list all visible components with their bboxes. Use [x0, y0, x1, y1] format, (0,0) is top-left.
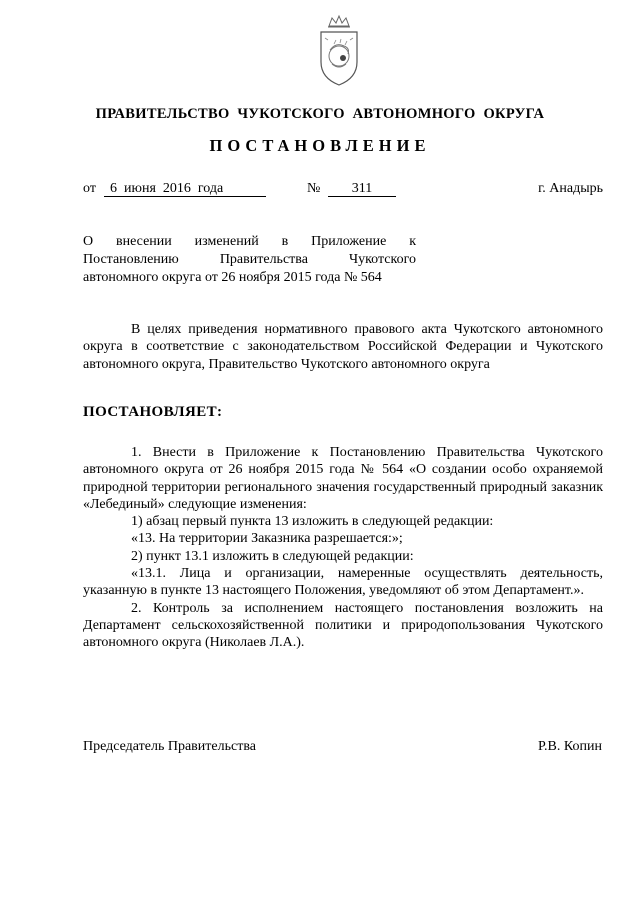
date-prefix: от: [83, 181, 96, 196]
document-number: 311: [328, 181, 396, 197]
government-title: ПРАВИТЕЛЬСТВО ЧУКОТСКОГО АВТОНОМНОГО ОКРУГА: [95, 106, 545, 122]
intro-paragraph: В целях приведения нормативного правового акта Чукотского автономного округа в соответствие с законодательством Российской Федерации и Чукотского автономного округа, Правительство Чукотского автономного округа: [83, 322, 603, 372]
sub-item-2: 2) пункт 13.1 изложить в следующей редакции:: [131, 548, 414, 564]
resolves-heading: ПОСТАНОВЛЯЕТ:: [83, 404, 223, 420]
item-2: 2. Контроль за исполнением настоящего постановления возложить на Департамент сельскохозяйственной политики и природопользования Чукотского автономного округа (Николаев Л.А.).: [83, 600, 603, 651]
chukotka-coat-of-arms-icon: [310, 14, 368, 90]
document-type: ПОСТАНОВЛЕНИЕ: [209, 136, 431, 155]
signatory-name: Р.В. Копин: [538, 739, 602, 754]
signatory-role: Председатель Правительства: [83, 739, 256, 754]
sub-item-1: 1) абзац первый пункта 13 изложить в следующей редакции:: [131, 514, 494, 530]
quote-1: «13. На территории Заказника разрешается:»;: [131, 531, 403, 547]
document-date: 6 июня 2016 года: [104, 181, 266, 197]
document-subject: О внесении изменений в Приложение к Постановлению Правительства Чукотского автономного округа от 26 ноября 2015 года № 564: [83, 234, 416, 285]
city: г. Анадырь: [538, 181, 603, 196]
item-1: 1. Внести в Приложение к Постановлению Правительства Чукотского автономного округа от 26 ноября 2015 года № 564 «О создании особо охраняемой природной территории регионального значения государственный природный заказник «Лебединый» следующие изменения:: [83, 445, 603, 512]
number-prefix: №: [307, 181, 321, 196]
resolution-body: [83, 444, 603, 652]
quote-2: «13.1. Лица и организации, намеренные осуществлять деятельность, указанную в пункте 13 настоящего Положения, уведомляют об этом Департамент.».: [83, 566, 603, 599]
